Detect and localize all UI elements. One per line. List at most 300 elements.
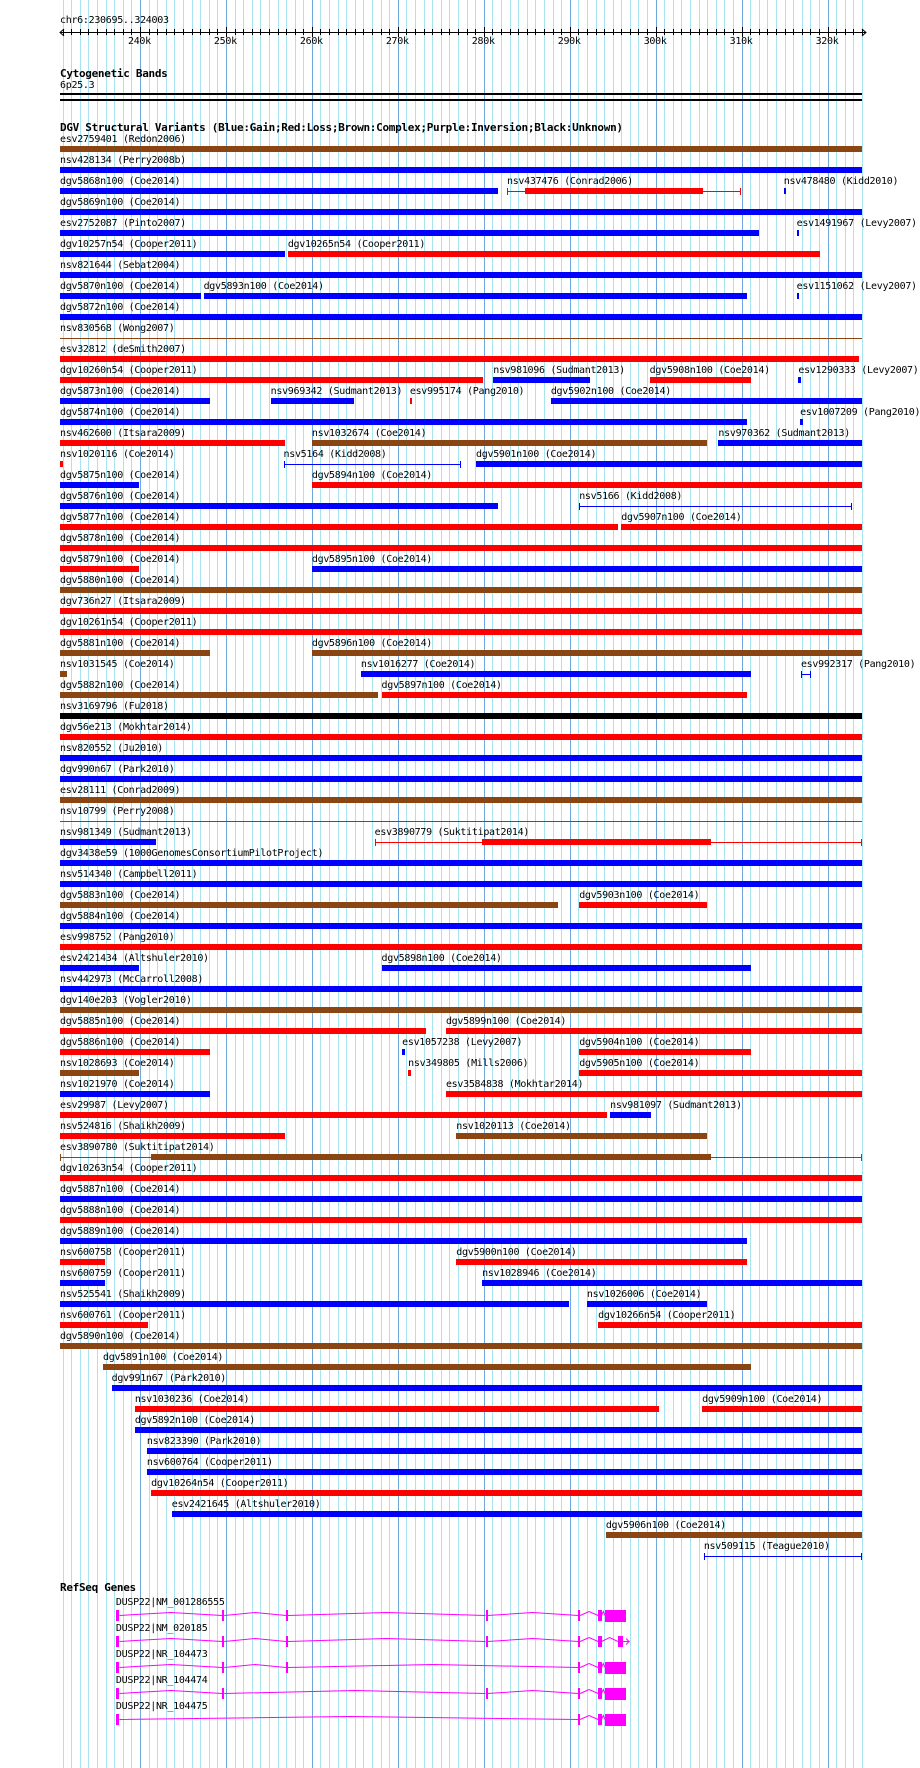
sv-label[interactable]: dgv5885n100 (Coe2014) (60, 1016, 181, 1027)
sv-label[interactable]: esv29987 (Levy2007) (60, 1100, 169, 1111)
exon-block[interactable] (618, 1636, 623, 1647)
sv-bar[interactable] (60, 944, 862, 950)
sv-label[interactable]: esv1491967 (Levy2007) (796, 218, 917, 229)
intron-line (288, 1639, 486, 1642)
exon-block[interactable] (486, 1610, 488, 1621)
sv-bar[interactable] (60, 1217, 862, 1223)
exon-block[interactable] (598, 1714, 601, 1725)
sv-label[interactable]: dgv5878n100 (Coe2014) (60, 533, 181, 544)
sv-bar[interactable] (446, 1091, 862, 1097)
sv-bar[interactable] (382, 965, 752, 971)
sv-bar[interactable] (598, 1322, 862, 1328)
intron-line (487, 1691, 578, 1694)
exon-block[interactable] (116, 1610, 119, 1621)
sv-bar[interactable] (60, 1112, 607, 1118)
sv-label[interactable]: dgv56e213 (Mokhtar2014) (60, 722, 192, 733)
exon-block[interactable] (605, 1610, 626, 1622)
sv-bar[interactable] (60, 230, 759, 236)
sv-label[interactable]: esv28111 (Conrad2009) (60, 785, 181, 796)
sv-label[interactable]: nsv1021970 (Coe2014) (60, 1079, 175, 1090)
sv-label[interactable]: nsv1026006 (Coe2014) (586, 1289, 702, 1300)
sv-label[interactable]: nsv1032674 (Coe2014) (311, 428, 427, 439)
sv-bar[interactable] (60, 1280, 105, 1286)
sv-label[interactable]: esv1007209 (Pang2010) (800, 407, 920, 418)
sv-bar[interactable] (60, 986, 862, 992)
sv-label[interactable]: dgv10265n54 (Cooper2011) (287, 239, 426, 250)
sv-bar[interactable] (60, 1070, 139, 1076)
sv-bar[interactable] (702, 1406, 862, 1412)
sv-bar[interactable] (271, 398, 354, 404)
axis-tick-label: 290k (557, 36, 581, 47)
sv-bar[interactable] (60, 1196, 862, 1202)
exon-block[interactable] (578, 1688, 580, 1699)
sv-bar[interactable] (579, 1049, 751, 1055)
exon-block[interactable] (486, 1636, 488, 1647)
sv-label[interactable]: esv3890779 (Suktitipat2014) (374, 827, 530, 838)
locus-label: chr6:230695..324003 (60, 15, 169, 26)
cytoband-label[interactable]: 6p25.3 (60, 80, 95, 91)
axis-tick-label: 260k (299, 36, 323, 47)
exon-block[interactable] (578, 1662, 580, 1673)
sv-label[interactable]: dgv5900n100 (Coe2014) (456, 1247, 577, 1258)
sv-label[interactable]: nsv428134 (Perry2008b) (60, 155, 186, 166)
sv-label[interactable]: dgv3438e59 (1000GenomesConsortiumPilotProject) (60, 848, 324, 859)
sv-bar[interactable] (410, 398, 413, 404)
sv-label[interactable]: esv992317 (Pang2010) (800, 659, 916, 670)
axis-tick-label: 310k (729, 36, 753, 47)
sv-bar[interactable] (151, 1154, 711, 1160)
sv-label[interactable]: nsv823390 (Park2010) (146, 1436, 262, 1447)
sv-bar[interactable] (60, 923, 862, 929)
intron-line (288, 1665, 579, 1668)
sv-bar[interactable] (312, 440, 707, 446)
sv-bar[interactable] (312, 482, 862, 488)
sv-bar[interactable] (60, 755, 862, 761)
sv-bar[interactable] (172, 1511, 862, 1517)
sv-bar[interactable] (135, 1406, 659, 1412)
sv-bar[interactable] (60, 251, 285, 257)
sv-label[interactable]: esv995174 (Pang2010) (409, 386, 525, 397)
sv-bar[interactable] (60, 671, 67, 677)
exon-block[interactable] (578, 1636, 580, 1647)
sv-bar[interactable] (60, 314, 862, 320)
sv-bar[interactable] (312, 566, 862, 572)
sv-label[interactable]: nsv3169796 (Fu2018) (60, 701, 169, 712)
strand-arrow-icon (623, 1639, 629, 1645)
sv-label[interactable]: esv3890780 (Suktitipat2014) (60, 1142, 215, 1153)
sv-bar[interactable] (60, 797, 862, 803)
sv-bar[interactable] (147, 1448, 862, 1454)
sv-bar[interactable] (147, 1469, 862, 1475)
sv-label[interactable]: nsv1028946 (Coe2014) (482, 1268, 597, 1279)
sv-bar[interactable] (784, 188, 787, 194)
refseq-genes-title: RefSeq Genes (60, 1581, 136, 1594)
transcript-label[interactable]: DUSP22|NR_104474 (115, 1675, 208, 1686)
sv-label[interactable]: dgv5894n100 (Coe2014) (311, 470, 433, 481)
sv-bar[interactable] (610, 1112, 650, 1118)
sv-label[interactable]: dgv10264n54 (Cooper2011) (151, 1478, 289, 1489)
sv-bar[interactable] (60, 524, 618, 530)
sv-bar[interactable] (551, 398, 862, 404)
sv-line[interactable] (284, 464, 462, 465)
sv-label[interactable]: nsv970362 (Sudmant2013) (718, 428, 850, 439)
sv-bar[interactable] (112, 1385, 862, 1391)
sv-label[interactable]: nsv600761 (Cooper2011) (60, 1310, 186, 1321)
exon-block[interactable] (116, 1636, 119, 1647)
sv-label[interactable]: dgv5875n100 (Coe2014) (60, 470, 181, 481)
sv-label[interactable]: nsv509115 (Teague2010) (703, 1541, 830, 1552)
sv-bar[interactable] (60, 713, 862, 719)
sv-bar[interactable] (60, 566, 139, 572)
sv-bar[interactable] (60, 545, 862, 551)
sv-label[interactable]: dgv5895n100 (Coe2014) (311, 554, 433, 565)
sv-bar[interactable] (579, 1070, 862, 1076)
sv-label[interactable]: dgv10261n54 (Cooper2011) (60, 617, 198, 628)
sv-label[interactable]: nsv462600 (Itsara2009) (60, 428, 186, 439)
intron-line (602, 1638, 618, 1642)
sv-label[interactable]: dgv5909n100 (Coe2014) (702, 1394, 823, 1405)
sv-bar[interactable] (60, 839, 156, 845)
sv-label[interactable]: dgv140e203 (Vogler2010) (60, 995, 192, 1006)
sv-label[interactable]: dgv5888n100 (Coe2014) (60, 1205, 181, 1216)
sv-bar[interactable] (60, 1091, 210, 1097)
sv-label[interactable]: nsv525541 (Shaikh2009) (60, 1289, 186, 1300)
track-divider (60, 99, 862, 101)
intron-line (224, 1639, 286, 1642)
exon-block[interactable] (222, 1688, 224, 1699)
sv-label[interactable]: esv2421645 (Altshuler2010) (171, 1499, 321, 1510)
sv-label[interactable]: nsv5164 (Kidd2008) (283, 449, 387, 460)
intron-line (580, 1664, 598, 1668)
intron-line (487, 1613, 578, 1616)
sv-bar[interactable] (60, 881, 862, 887)
sv-label[interactable]: nsv981097 (Sudmant2013) (610, 1100, 742, 1111)
sv-bar[interactable] (60, 1007, 862, 1013)
sv-bar[interactable] (408, 1070, 411, 1076)
sv-line[interactable] (60, 338, 862, 339)
sv-bar[interactable] (797, 293, 800, 299)
sv-bar[interactable] (312, 650, 862, 656)
sv-label[interactable]: dgv5902n100 (Coe2014) (550, 386, 671, 397)
sv-bar[interactable] (621, 524, 862, 530)
sv-label[interactable]: dgv10260n54 (Cooper2011) (60, 365, 198, 376)
sv-bar[interactable] (60, 608, 862, 614)
sv-bar[interactable] (60, 1343, 862, 1349)
intron-line (119, 1665, 222, 1668)
sv-label[interactable]: nsv1020113 (Coe2014) (456, 1121, 571, 1132)
sv-label[interactable]: nsv600764 (Cooper2011) (146, 1457, 273, 1468)
sv-bar[interactable] (60, 419, 747, 425)
sv-bar[interactable] (60, 650, 210, 656)
sv-whisker-end (861, 1154, 862, 1161)
sv-label[interactable]: esv1151062 (Levy2007) (796, 281, 917, 292)
sv-label[interactable]: dgv991n67 (Park2010) (111, 1373, 227, 1384)
sv-label[interactable]: dgv5868n100 (Coe2014) (60, 176, 181, 187)
exon-block[interactable] (222, 1610, 224, 1621)
sv-bar[interactable] (60, 188, 498, 194)
sv-bar[interactable] (60, 167, 862, 173)
sv-label[interactable]: dgv5890n100 (Coe2014) (60, 1331, 181, 1342)
sv-label[interactable]: nsv1028693 (Coe2014) (60, 1058, 175, 1069)
sv-bar[interactable] (288, 251, 820, 257)
sv-label[interactable]: nsv969342 (Sudmant2013) (270, 386, 403, 397)
sv-label[interactable]: nsv600759 (Cooper2011) (60, 1268, 186, 1279)
exon-block[interactable] (598, 1610, 601, 1621)
sv-bar[interactable] (798, 377, 801, 383)
sv-label[interactable]: dgv10263n54 (Cooper2011) (60, 1163, 198, 1174)
sv-label[interactable]: nsv514340 (Campbell2011) (60, 869, 198, 880)
sv-label[interactable]: dgv5876n100 (Coe2014) (60, 491, 181, 502)
sv-bar[interactable] (797, 230, 800, 236)
intron-line (224, 1613, 286, 1616)
sv-label[interactable]: dgv5880n100 (Coe2014) (60, 575, 181, 586)
exon-block[interactable] (605, 1662, 626, 1674)
sv-label[interactable]: dgv10257n54 (Cooper2011) (60, 239, 198, 250)
cytoband-track-line (60, 93, 862, 95)
sv-label[interactable]: dgv736n27 (Itsara2009) (60, 596, 186, 607)
exon-block[interactable] (605, 1688, 626, 1700)
sv-label[interactable]: esv3584838 (Mokhtar2014) (445, 1079, 584, 1090)
sv-bar[interactable] (60, 377, 483, 383)
sv-label[interactable]: esv1057238 (Levy2007) (402, 1037, 523, 1048)
sv-whisker-start (704, 1553, 705, 1560)
sv-line[interactable] (60, 821, 862, 822)
sv-whisker-end (810, 671, 811, 678)
exon-block[interactable] (598, 1688, 601, 1699)
sv-label[interactable]: esv2421434 (Altshuler2010) (60, 953, 209, 964)
sv-bar[interactable] (476, 461, 862, 467)
intron-line (580, 1690, 598, 1694)
sv-label[interactable]: dgv5901n100 (Coe2014) (476, 449, 597, 460)
sv-whisker-end (740, 188, 741, 195)
sv-label[interactable]: dgv5879n100 (Coe2014) (60, 554, 181, 565)
exon-block[interactable] (578, 1714, 580, 1725)
axis-tick-label: 300k (643, 36, 667, 47)
sv-bar[interactable] (579, 902, 707, 908)
sv-label[interactable]: dgv5904n100 (Coe2014) (579, 1037, 700, 1048)
sv-label[interactable]: dgv5870n100 (Coe2014) (60, 281, 181, 292)
transcript-label[interactable]: DUSP22|NM_001286555 (115, 1597, 225, 1608)
sv-label[interactable]: dgv5907n100 (Coe2014) (621, 512, 742, 523)
sv-label[interactable]: dgv5886n100 (Coe2014) (60, 1037, 181, 1048)
sv-bar[interactable] (361, 671, 751, 677)
sv-bar[interactable] (60, 1259, 105, 1265)
sv-whisker-start (579, 503, 580, 510)
sv-label[interactable]: nsv600758 (Cooper2011) (60, 1247, 186, 1258)
exon-block[interactable] (578, 1610, 580, 1621)
sv-bar[interactable] (800, 419, 803, 425)
intron-line (119, 1613, 222, 1616)
sv-line[interactable] (579, 506, 851, 507)
sv-bar[interactable] (103, 1364, 751, 1370)
intron-line (580, 1638, 598, 1642)
sv-label[interactable]: nsv10799 (Perry2008) (60, 806, 175, 817)
sv-label[interactable]: dgv5892n100 (Coe2014) (134, 1415, 255, 1426)
sv-label[interactable]: dgv5889n100 (Coe2014) (60, 1226, 181, 1237)
sv-label[interactable]: nsv442973 (McCarroll2008) (60, 974, 204, 985)
sv-label[interactable]: nsv349805 (Mills2006) (408, 1058, 529, 1069)
transcript-label[interactable]: DUSP22|NR_104475 (115, 1701, 208, 1712)
sv-label[interactable]: nsv478480 (Kidd2010) (783, 176, 899, 187)
sv-label[interactable]: nsv981096 (Sudmant2013) (493, 365, 625, 376)
sv-label[interactable]: esv1290333 (Levy2007) (798, 365, 919, 376)
sv-bar[interactable] (60, 1238, 747, 1244)
sv-whisker-start (801, 671, 802, 678)
sv-label[interactable]: esv32812 (deSmith2007) (60, 344, 186, 355)
sv-bar[interactable] (60, 1028, 426, 1034)
sv-bar[interactable] (60, 776, 862, 782)
sv-label[interactable]: dgv5887n100 (Coe2014) (60, 1184, 181, 1195)
sv-label[interactable]: nsv820552 (Ju2010) (60, 743, 164, 754)
sv-bar[interactable] (446, 1028, 862, 1034)
intron-line (224, 1691, 485, 1694)
intron-line (119, 1691, 222, 1694)
sv-whisker-start (60, 1154, 61, 1161)
sv-whisker-start (284, 461, 285, 468)
exon-block[interactable] (116, 1662, 119, 1673)
sv-label[interactable]: dgv5877n100 (Coe2014) (60, 512, 181, 523)
sv-label[interactable]: nsv437476 (Conrad2006) (506, 176, 633, 187)
sv-bar[interactable] (60, 293, 201, 299)
exon-block[interactable] (222, 1662, 224, 1673)
dgv-track-title: DGV Structural Variants (Blue:Gain;Red:Loss;Brown:Complex;Purple:Inversion;Black:Unknown) (60, 121, 623, 134)
intron-line (224, 1665, 286, 1668)
sv-bar[interactable] (482, 1280, 862, 1286)
sv-label[interactable]: dgv5905n100 (Coe2014) (579, 1058, 700, 1069)
sv-bar[interactable] (60, 734, 862, 740)
sv-label[interactable]: nsv524816 (Shaikh2009) (60, 1121, 186, 1132)
sv-label[interactable]: dgv5873n100 (Coe2014) (60, 386, 181, 397)
sv-bar[interactable] (151, 1490, 862, 1496)
sv-whisker-end (460, 461, 461, 468)
sv-bar[interactable] (650, 377, 751, 383)
axis-tick-label: 270k (385, 36, 409, 47)
axis-tick-label: 250k (213, 36, 237, 47)
sv-bar[interactable] (60, 902, 558, 908)
sv-label[interactable]: dgv5903n100 (Coe2014) (579, 890, 700, 901)
sv-bar[interactable] (60, 272, 862, 278)
sv-label[interactable]: dgv5872n100 (Coe2014) (60, 302, 181, 313)
sv-bar[interactable] (587, 1301, 707, 1307)
sv-label[interactable]: dgv5896n100 (Coe2014) (311, 638, 433, 649)
sv-line[interactable] (704, 1556, 862, 1557)
sv-label[interactable]: dgv990n67 (Park2010) (60, 764, 175, 775)
sv-bar[interactable] (456, 1133, 707, 1139)
sv-label[interactable]: dgv5897n100 (Coe2014) (381, 680, 502, 691)
cytogenetic-bands-title: Cytogenetic Bands (60, 67, 168, 80)
sv-label[interactable]: nsv981349 (Sudmant2013) (60, 827, 192, 838)
exon-block[interactable] (598, 1636, 601, 1647)
exon-block[interactable] (486, 1688, 488, 1699)
exon-block[interactable] (116, 1688, 119, 1699)
sv-bar[interactable] (60, 860, 862, 866)
sv-bar[interactable] (60, 503, 498, 509)
sv-label[interactable]: nsv5166 (Kidd2008) (579, 491, 683, 502)
sv-label[interactable]: dgv5891n100 (Coe2014) (103, 1352, 224, 1363)
sv-label[interactable]: dgv5869n100 (Coe2014) (60, 197, 181, 208)
sv-label[interactable]: dgv5906n100 (Coe2014) (605, 1520, 726, 1531)
sv-label[interactable]: nsv830568 (Wong2007) (60, 323, 175, 334)
transcript-label[interactable]: DUSP22|NR_104473 (115, 1649, 208, 1660)
intron-line (119, 1717, 578, 1720)
sv-bar[interactable] (60, 398, 210, 404)
sv-bar[interactable] (402, 1049, 405, 1055)
sv-label[interactable]: nsv1031545 (Coe2014) (60, 659, 175, 670)
sv-bar[interactable] (60, 146, 862, 152)
sv-label[interactable]: dgv5899n100 (Coe2014) (445, 1016, 567, 1027)
sv-bar[interactable] (135, 1427, 862, 1433)
sv-bar[interactable] (60, 692, 378, 698)
sv-label[interactable]: dgv5882n100 (Coe2014) (60, 680, 181, 691)
sv-label[interactable]: esv998752 (Pang2010) (60, 932, 175, 943)
exon-block[interactable] (598, 1662, 601, 1673)
exon-block[interactable] (286, 1636, 288, 1647)
sv-label[interactable]: nsv1020116 (Coe2014) (60, 449, 175, 460)
transcript-label[interactable]: DUSP22|NM_020185 (115, 1623, 208, 1634)
sv-label[interactable]: dgv5881n100 (Coe2014) (60, 638, 181, 649)
sv-label[interactable]: esv2752087 (Pinto2007) (60, 218, 186, 229)
sv-bar[interactable] (718, 440, 862, 446)
exon-block[interactable] (605, 1714, 626, 1726)
sv-bar[interactable] (382, 692, 747, 698)
sv-label[interactable]: dgv5893n100 (Coe2014) (203, 281, 324, 292)
intron-line (119, 1639, 222, 1642)
exon-block[interactable] (286, 1610, 288, 1621)
exon-block[interactable] (116, 1714, 119, 1725)
sv-label[interactable]: dgv5883n100 (Coe2014) (60, 890, 181, 901)
sv-bar[interactable] (60, 1133, 285, 1139)
sv-whisker-end (861, 1553, 862, 1560)
sv-label[interactable]: nsv1030236 (Coe2014) (134, 1394, 250, 1405)
sv-label[interactable]: nsv821644 (Sebat2004) (60, 260, 181, 271)
sv-bar[interactable] (60, 356, 859, 362)
sv-bar[interactable] (482, 839, 711, 845)
axis-tick-label: 280k (471, 36, 495, 47)
sv-label[interactable]: nsv1016277 (Coe2014) (360, 659, 476, 670)
sv-label[interactable]: dgv5908n100 (Coe2014) (649, 365, 770, 376)
sv-bar[interactable] (60, 629, 862, 635)
sv-bar[interactable] (60, 440, 285, 446)
sv-bar[interactable] (60, 1175, 862, 1181)
sv-bar[interactable] (60, 965, 139, 971)
sv-label[interactable]: dgv5898n100 (Coe2014) (381, 953, 502, 964)
sv-bar[interactable] (60, 482, 139, 488)
sv-label[interactable]: dgv5874n100 (Coe2014) (60, 407, 181, 418)
exon-block[interactable] (286, 1662, 288, 1673)
sv-whisker-end (851, 503, 852, 510)
sv-bar[interactable] (60, 1301, 569, 1307)
sv-label[interactable]: esv2759401 (Redon2006) (60, 134, 186, 145)
intron-line (288, 1613, 486, 1616)
sv-bar[interactable] (204, 293, 747, 299)
intron-line (580, 1612, 598, 1616)
sv-label[interactable]: dgv5884n100 (Coe2014) (60, 911, 181, 922)
sv-bar[interactable] (60, 209, 862, 215)
intron-line (487, 1639, 578, 1642)
sv-bar[interactable] (60, 461, 63, 467)
sv-bar[interactable] (525, 188, 703, 194)
sv-bar[interactable] (60, 587, 862, 593)
sv-whisker-start (507, 188, 508, 195)
exon-block[interactable] (222, 1636, 224, 1647)
sv-bar[interactable] (456, 1259, 747, 1265)
sv-label[interactable]: dgv10266n54 (Cooper2011) (598, 1310, 736, 1321)
sv-bar[interactable] (60, 1049, 210, 1055)
sv-bar[interactable] (60, 1322, 148, 1328)
axis-tick-label: 320k (815, 36, 839, 47)
sv-bar[interactable] (606, 1532, 862, 1538)
sv-bar[interactable] (493, 377, 590, 383)
